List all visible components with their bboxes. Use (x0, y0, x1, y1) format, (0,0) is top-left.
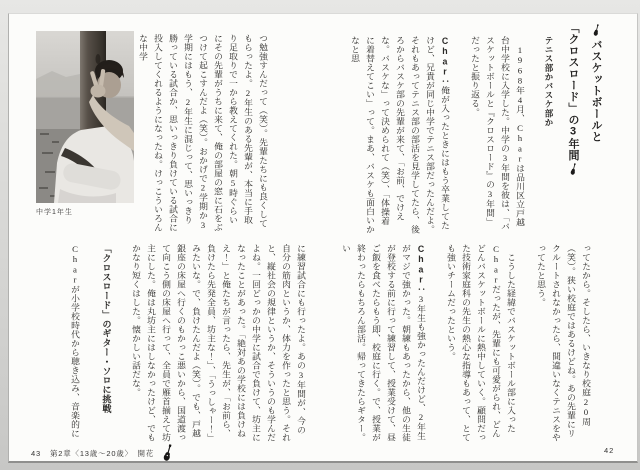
section-title-line2: 「クロスロード」の3年間 (567, 22, 579, 161)
guitar-icon (163, 444, 173, 462)
guitar-ornament-icon (570, 163, 577, 176)
left-page-top-text (138, 34, 270, 232)
paragraph-speech (347, 36, 452, 234)
photo-caption: 中学1年生 (36, 209, 73, 216)
paragraph-narration (443, 244, 518, 442)
paragraph-speech-continued (533, 244, 593, 442)
section-title-line2-wrap (561, 22, 584, 187)
guitar-ornament-icon (593, 24, 600, 37)
paragraph-text: ってたから。そしたら、いきなり校庭20周（笑）。狭い校庭ではあるけどね。あの先輩にリクルートされなかったら、間違いなくテニスをやってたと思う。 (536, 244, 591, 442)
left-page-bottom-text (36, 244, 308, 442)
speaker-label: Char： (416, 244, 426, 294)
paragraph-narration (467, 36, 527, 234)
paragraph-text: に練習試合にも行ったよ。あの3年間が、今の自分の筋肉というか、体力を作ったと思う。それと、縦社会の規律というか、そういうのも学んだよね。一回どっかの中学に試合で負けて、坊主になったことがあった。「絶対あの学校には負けねえ！」と俺たちが言ったら、先生が、「お前ら、負けたら先発全員、坊主な！」、「うっしゃー！」みたいな。で、負けたんだよ（笑）。でも、戸越銀座の床屋へ行くのもかっこ悪いから、国道渡って向こう側の床屋へ行って、全員で雁首揃えて坊主にした。俺は丸坊主にはしなかったけど、でもかなり短くはした。懐かしい話だな。 (131, 244, 306, 442)
paragraph-speech (338, 244, 428, 442)
paragraph-text: Charが小学校時代から聴き込み、音楽的に (70, 244, 80, 438)
page-number-left: 43 (31, 448, 41, 458)
page-number-right: 42 (604, 446, 615, 455)
paragraph-speech-continued (135, 34, 270, 232)
paragraph-text: 俺が入ったときにはもう卒業してたけど、兄貴が同じ中学でテニス部だったんだよ。それもあってテニス部の部活を見学してたら、後ろからバスケ部の先輩が来て、「お前、でけえな。バスケな」って決められて（笑）、「体操着に着替えてこい」って。まあ、バスケも面白いかなと思 (350, 36, 450, 234)
paragraph-text: 1968年4月、Charは品川区立戸越台中学校に入学した。中学の3年間を彼は、「バスケットボールと『クロスロード』の3年間」だったと振り返る。 (470, 36, 525, 231)
paragraph-speech-continued (128, 244, 308, 442)
chapter-label: 第2章〈13歳〜20歳〉 開花 (49, 448, 155, 458)
right-page-top-text (349, 36, 527, 234)
speaker-label: Char： (440, 36, 450, 86)
paragraph-text: つ勉強すんだって（笑）。先輩たちにも良くしてもらったよ。2年生のある先輩が、本当に手取り足取りで一から教えてくれた。朝5時ぐらいにその先輩がうちに来て、俺の部屋の窓に石をぶつけて起こすんだよ（笑）。おかげで2学期か3学期にはもう、2年生に混じって、思いっきり勝っている試合か、思いっきり負けている試合に投入してくれるようになったね。けっこういろんな中学 (138, 34, 268, 232)
footer-left (31, 445, 173, 461)
paragraph-text: 3年生も強かったんだけど、2年生がマジで強かった。朝練もあったから、他の生徒が登校する前に行って練習して、授業受けて、昼ご飯を食べたらもう即、校庭に行く。で、授業が終わったらもちろん部活。帰ってきたらギター。い (341, 244, 426, 442)
section-title (561, 22, 607, 187)
next-section-lead (67, 244, 82, 442)
paragraph-text: こうした経緯でバスケットボール部に入ったCharだったが、先輩にも可愛がられ、どんどんバスケットボールに熱中していく。顧問だった技術家庭科の先生の熱心な指導もあって、とても強いチームだったという。 (446, 244, 516, 442)
section-subtitle: テニス部かバスケ部か (544, 36, 554, 127)
book-spread (8, 13, 638, 463)
photo-junior-high (36, 31, 134, 203)
right-page-bottom-text (341, 244, 593, 442)
next-section-heading: 「クロスロード」のギター・ソロに挑戦 (101, 244, 111, 414)
section-title-line1: バスケットボールと (590, 39, 602, 143)
section-title-line1-wrap (584, 22, 607, 187)
